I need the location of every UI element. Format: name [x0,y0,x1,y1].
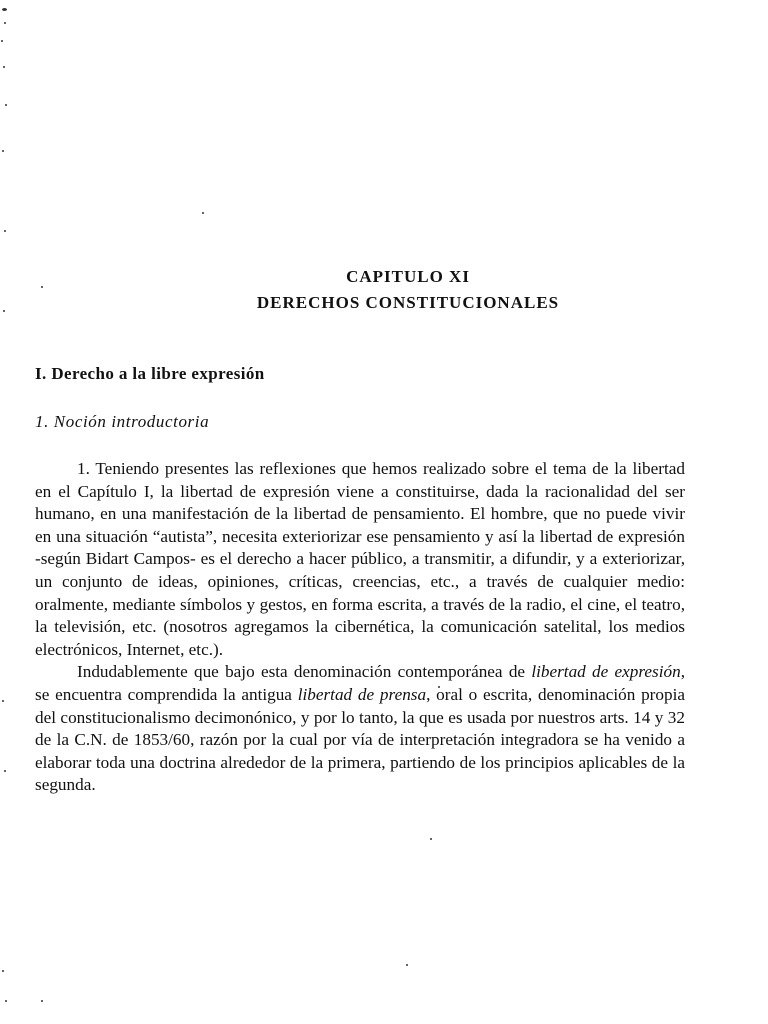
subsection-heading: 1. Noción introductoria [35,412,210,431]
scan-speck [5,104,7,106]
term-libertad-de-expresion: libertad de expresión [531,662,681,682]
scan-speck [5,1000,7,1002]
paragraph-1: 1. Teniendo presentes las reflexiones que hemos realizado sobre el tema de la libertad en el Capítulo I, la libertad de expresión viene a constituirse, dada la racionalidad del ser humano, en una manifestación de la libertad de pensamiento. El hombre, que no puede vivir en una situación “autista”, necesita exteriorizar ese pensamiento y así la libertad de expresión -según Bidart Campos- es el derecho a hacer público, a transmitir, a difundir, y a exteriorizar, un conjunto de ideas, opiniones, críticas, creencias, etc., a través de cualquier medio: oralmente, mediante símbolos y gestos, en forma escrita, a través de la radio, el cine, el teatro, la televisión, etc. (nosotros agregamos la cibernética, la comunicación satelital, los medios electrónicos, Internet, etc.). [35,459,685,659]
paragraph-2-rest: , oral o escrita, denominación propia del constitucionalismo decimonónico, y por lo tanto, la que es usada por nuestros arts. 14 y 32 de la C.N. de 1853/60, razón por la cual por vía de interpretación integradora se ha venido a elaborar toda una doctrina alrededor de la primera, partiendo de los principios aplicables de la segunda. [35,684,685,795]
chapter-title [0,264,768,316]
scan-speck [2,700,4,702]
chapter-number: CAPITULO XI [346,267,470,286]
scan-speck [2,150,4,152]
scan-speck [430,838,432,840]
scan-speck [2,970,4,972]
scan-speck [2,8,7,11]
scan-speck [4,22,6,24]
paragraph-2 [35,661,685,797]
scan-speck [41,1000,43,1002]
body-text [35,458,685,797]
scan-speck [4,770,6,772]
scan-speck [4,230,6,232]
scan-edge-noise [0,0,14,1024]
section-heading: I. Derecho a la libre expresión [35,364,265,383]
chapter-name: DERECHOS CONSTITUCIONALES [256,293,560,312]
paragraph-2-intro: Indudablemente que bajo esta denominación contemporánea de [77,662,532,682]
scan-speck [3,66,5,68]
scan-speck [406,964,408,966]
term-libertad-de-prensa: libertad de prensa [297,684,427,704]
paragraph-2-mid: , se encuentra comprendida la antigua [35,662,685,704]
scan-speck [202,212,204,214]
scan-speck [1,40,3,42]
